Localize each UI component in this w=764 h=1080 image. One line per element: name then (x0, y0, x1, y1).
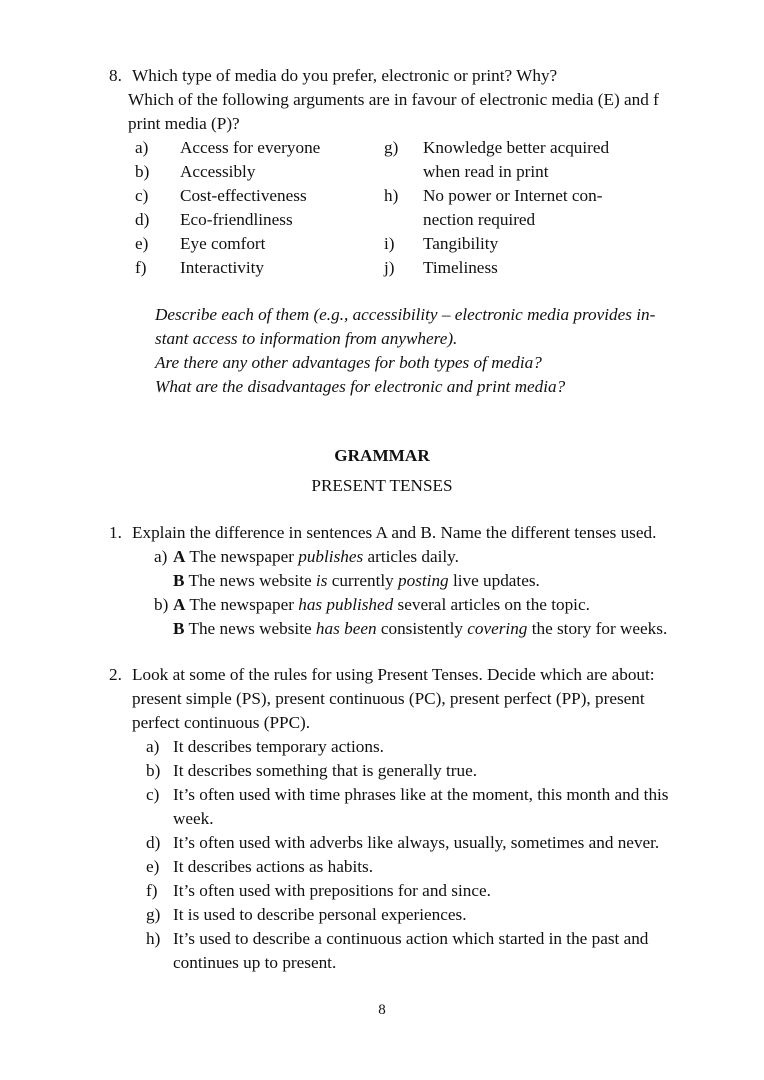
q2-item-text: It describes something that is generally true. (173, 761, 478, 780)
grammar-subheading: PRESENT TENSES (311, 476, 453, 495)
q2-item-letter: h) (146, 929, 161, 948)
q1-a-sentence-B: B The news website is currently posting live updates. (173, 571, 540, 590)
q2-number: 2. (109, 665, 122, 684)
q8-left-item: Access for everyone (180, 138, 321, 157)
q1-a-sentence-A: A The newspaper publishes articles daily. (173, 547, 459, 566)
q2-item-text: It’s often used with time phrases like at the moment, this month and this (173, 785, 669, 804)
q8-left-item: Cost-effectiveness (180, 186, 307, 205)
q1-b-sentence-A: A The newspaper has published several articles on the topic. (173, 595, 590, 614)
q1-a-label: a) (154, 547, 168, 566)
q8-right-item-line2: when read in print (423, 162, 549, 181)
q8-right-letter: i) (384, 234, 395, 253)
q8-left-item: Eco-friendliness (180, 210, 293, 229)
q2-item-text: It is used to describe personal experiences. (173, 905, 467, 924)
q2-item-text: It’s used to describe a continuous action which started in the past and (173, 929, 649, 948)
q8-question: Which type of media do you prefer, electronic or print? Why? (132, 66, 558, 85)
q8-right-item-line2: nection required (423, 210, 536, 229)
q8-right-item-line1: Tangibility (423, 234, 499, 253)
grammar-heading: GRAMMAR (334, 446, 430, 465)
q2-item-text: It’s often used with prepositions for and since. (173, 881, 491, 900)
q2-item-letter: e) (146, 857, 160, 876)
q2-item-letter: a) (146, 737, 160, 756)
q1-b-sentence-B: B The news website has been consistently covering the story for weeks. (173, 619, 668, 638)
q8-intro-line2: print media (P)? (128, 114, 240, 133)
q8-prompt-line: Are there any other advantages for both types of media? (155, 353, 542, 372)
q1-number: 1. (109, 523, 122, 542)
q1-b-label: b) (154, 595, 169, 614)
q8-left-letter: b) (135, 162, 150, 181)
q8-left-letter: a) (135, 138, 149, 157)
q8-right-item-line1: Knowledge better acquired (423, 138, 610, 157)
q2-instruction-line: Look at some of the rules for using Present Tenses. Decide which are about: (132, 665, 655, 684)
q8-left-letter: c) (135, 186, 149, 205)
q2-instruction-line: perfect continuous (PPC). (132, 713, 311, 732)
q2-item-text-cont: continues up to present. (173, 953, 337, 972)
q8-left-letter: d) (135, 210, 150, 229)
q8-right-item-line1: Timeliness (423, 258, 498, 277)
q2-item-letter: g) (146, 905, 161, 924)
q8-right-item-line1: No power or Internet con- (423, 186, 603, 205)
q2-item-text: It describes temporary actions. (173, 737, 384, 756)
q8-prompt-line: stant access to information from anywhere). (155, 329, 458, 348)
q2-instruction-line: present simple (PS), present continuous (PC), present perfect (PP), present (132, 689, 645, 708)
q8-left-item: Interactivity (180, 258, 264, 277)
q2-item-text: It’s often used with adverbs like always, usually, sometimes and never. (173, 833, 660, 852)
q2-item-letter: b) (146, 761, 161, 780)
q2-item-letter: f) (146, 881, 158, 900)
q2-item-letter: d) (146, 833, 161, 852)
q8-right-letter: j) (384, 258, 395, 277)
q2-item-text-cont: week. (173, 809, 214, 828)
q8-intro-line1: Which of the following arguments are in favour of electronic media (E) and f (128, 90, 659, 109)
q8-number: 8. (109, 66, 122, 85)
q8-left-letter: e) (135, 234, 149, 253)
q8-prompt-line: What are the disadvantages for electronic and print media? (155, 377, 566, 396)
q8-prompt-line: Describe each of them (e.g., accessibility – electronic media provides in- (155, 305, 656, 324)
q8-right-letter: h) (384, 186, 399, 205)
q8-right-letter: g) (384, 138, 399, 157)
q2-item-text: It describes actions as habits. (173, 857, 373, 876)
q8-left-letter: f) (135, 258, 147, 277)
page-number: 8 (378, 1002, 386, 1018)
q2-item-letter: c) (146, 785, 160, 804)
q1-instruction: Explain the difference in sentences A and B. Name the different tenses used. (132, 523, 657, 542)
q8-left-item: Eye comfort (180, 234, 266, 253)
q8-left-item: Accessibly (180, 162, 256, 181)
